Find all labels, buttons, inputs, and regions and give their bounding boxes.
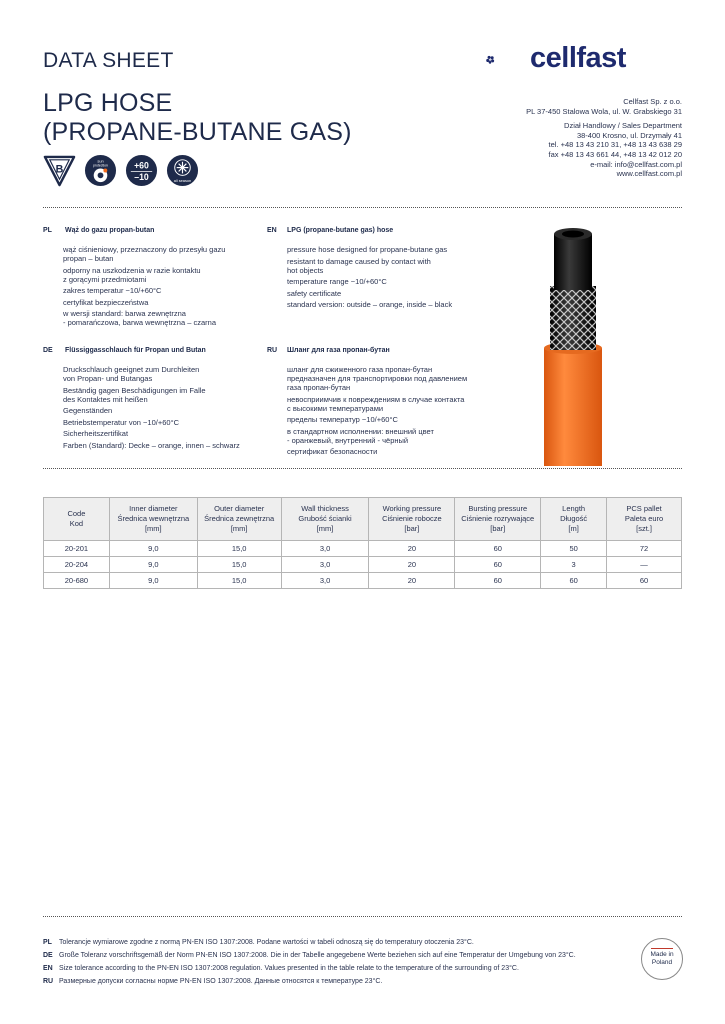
cell-pallet: 72 — [607, 541, 682, 557]
list-item: standard version: outside – orange, inside – black — [287, 300, 453, 309]
section-code-de: DE — [43, 347, 53, 354]
col-header-bursting-pressure: Bursting pressure Ciśnienie rozrywające [bar] — [455, 498, 541, 541]
list-item: certyfikat bezpieczeństwa — [63, 297, 149, 307]
all-season-icon — [166, 154, 199, 187]
list-item: невосприимчив к повреждениям в случае контакта с высокими температурами — [287, 394, 465, 413]
cell-wall-thickness: 3,0 — [281, 573, 369, 589]
hose-image — [540, 226, 606, 466]
table-row — [44, 573, 682, 589]
page-title — [43, 89, 352, 147]
company-address: PL 37-450 Stalowa Wola, ul. W. Grabskiego 31 — [526, 106, 682, 116]
sales-department: Dział Handlowy / Sales Department — [564, 121, 682, 131]
col-header-code: Code Kod — [44, 498, 110, 541]
company-email[interactable]: e-mail: info@cellfast.com.pl — [590, 159, 682, 169]
list-item: temperature range −10/+60°C — [287, 277, 387, 286]
cell-working-pressure: 20 — [369, 557, 455, 573]
table-header-row — [44, 498, 682, 541]
list-item: Sicherheitszertifikat — [63, 429, 129, 438]
col-header-length: Length Długość [m] — [541, 498, 607, 541]
sales-address: 38-400 Krosno, ul. Drzymały 41 — [576, 130, 682, 140]
divider-top — [43, 207, 682, 208]
poland-label: Poland — [651, 959, 673, 966]
made-in-label: Made in — [650, 951, 674, 958]
list-item: Farben (Standard): Decke – orange, innen – schwarz — [63, 440, 240, 450]
cell-length: 50 — [541, 541, 607, 557]
list-item: Beständig gagen Beschädigungen im Falle des Kontaktes mit heißen — [63, 385, 206, 404]
list-item: wąż ciśnieniowy, przeznaczony do przesyłu gazu propan – butan — [63, 245, 226, 263]
company-fax: fax +48 13 43 661 44, +48 13 42 012 20 — [548, 149, 682, 159]
footer-note-ru: RU Размерные допуски согласны норме PN-EN ISO 1307:2008. Данные относятся к температуре 23°C. — [43, 978, 383, 985]
cell-wall-thickness: 3,0 — [281, 557, 369, 573]
list-item: zakres temperatur −10/+60°C — [63, 286, 162, 295]
svg-text:–10: –10 — [134, 172, 149, 183]
list-item: w wersji standard: barwa zewnętrzna - pomarańczowa, barwa wewnętrzna – czarna — [63, 309, 216, 327]
title-line-2: (PROPANE-BUTANE GAS) — [43, 118, 352, 146]
svg-text:+60: +60 — [134, 160, 149, 171]
cell-inner-diameter: 9,0 — [109, 573, 197, 589]
title-line-1: LPG HOSE — [43, 89, 173, 117]
b-category-icon — [43, 154, 76, 187]
cell-outer-diameter: 15,0 — [197, 541, 281, 557]
col-header-working-pressure: Working pressure Ciśnienie robocze [bar] — [369, 498, 455, 541]
section-code-en: EN — [267, 227, 277, 234]
col-header-inner-diameter: Inner diameter Średnica wewnętrzna [mm] — [109, 498, 197, 541]
cell-bursting-pressure: 60 — [455, 541, 541, 557]
section-title-pl: Wąż do gazu propan-butan — [65, 227, 155, 234]
table-row — [44, 541, 682, 557]
cell-code: 20-680 — [44, 573, 110, 589]
svg-text:protection: protection — [93, 163, 108, 168]
section-title-ru: Шланг для газа пропан-бутан — [287, 347, 390, 354]
list-item: пределы температур −10/+60°C — [287, 415, 398, 424]
cell-pallet: — — [607, 557, 682, 573]
list-item: resistant to damage caused by contact with hot objects — [287, 256, 431, 275]
b-category-label: B — [55, 163, 64, 176]
cell-code: 20-201 — [44, 541, 110, 557]
list-item: pressure hose designed for propane-butane gas — [287, 245, 448, 254]
list-item: шланг для сжиженного газа пропан-бутан предназначен для транспортировки под давлением газа пропан-бутан — [287, 365, 468, 392]
list-item: в стандартном исполнении: внешний цвет - оранжевый, внутренний - чёрный — [287, 426, 434, 445]
section-code-pl: PL — [43, 227, 52, 234]
temperature-range-icon — [125, 154, 158, 187]
list-item: safety certificate — [287, 288, 342, 298]
section-list-pl — [63, 245, 258, 330]
made-in-poland-badge — [641, 938, 683, 980]
company-tel: tel. +48 13 43 210 31, +48 13 43 638 29 — [548, 140, 682, 150]
cell-inner-diameter: 9,0 — [109, 541, 197, 557]
footer-note-de: DE Große Toleranz vorschriftsgemäß der Norm PN-EN ISO 1307:2008. Die in der Tabelle angegebene Werte beziehen sich auf eine Temperatur der Umgebung von 23°C. — [43, 952, 576, 959]
cell-outer-diameter: 15,0 — [197, 557, 281, 573]
divider-mid — [43, 468, 682, 469]
list-item: Betriebstemperatur von −10/+60°C — [63, 417, 179, 427]
company-name: Cellfast Sp. z o.o. — [623, 97, 682, 106]
col-header-outer-diameter: Outer diameter Średnica zewnętrzna [mm] — [197, 498, 281, 541]
doc-type: DATA SHEET — [43, 49, 174, 72]
cell-outer-diameter: 15,0 — [197, 573, 281, 589]
footer-notes — [43, 936, 576, 988]
specs-table — [43, 497, 682, 589]
section-title-de: Flüssiggasschlauch für Propan und Butan — [65, 347, 206, 354]
list-item: сертификат безопасности — [287, 447, 378, 456]
list-item: Druckschlauch geeignet zum Durchleiten von Propan- und Butangas — [63, 365, 200, 383]
list-item: odporny na uszkodzenia w razie kontaktu z gorącymi przedmiotami — [63, 265, 201, 284]
svg-text:sun: sun — [97, 158, 104, 164]
list-item: Gegenständen — [63, 406, 113, 415]
cell-pallet: 60 — [607, 573, 682, 589]
logo-text: cellfast — [530, 42, 626, 74]
sun-protection-icon — [84, 154, 117, 187]
company-info — [526, 97, 682, 179]
section-code-ru: RU — [267, 347, 278, 354]
cell-wall-thickness: 3,0 — [281, 541, 369, 557]
section-list-en — [287, 245, 487, 312]
cell-length: 60 — [541, 573, 607, 589]
company-website[interactable]: www.cellfast.com.pl — [616, 169, 682, 179]
cell-bursting-pressure: 60 — [455, 573, 541, 589]
divider-bottom — [43, 916, 682, 917]
section-list-de — [63, 365, 263, 452]
flag-stripe — [651, 948, 673, 949]
cell-working-pressure: 20 — [369, 541, 455, 557]
table-row — [44, 557, 682, 573]
col-header-pallet: PCS pallet Paleta euro [szt.] — [607, 498, 682, 541]
cell-bursting-pressure: 60 — [455, 557, 541, 573]
footer-note-pl: PL Tolerancje wymiarowe zgodne z normą PN-EN ISO 1307:2008. Podane wartości w tabeli odnoszą się do temperatury otoczenia 23°C. — [43, 939, 474, 946]
section-list-ru — [287, 365, 497, 459]
cell-inner-diameter: 9,0 — [109, 557, 197, 573]
cell-code: 20-204 — [44, 557, 110, 573]
feature-icons — [43, 154, 199, 187]
col-header-wall-thickness: Wall thickness Grubość ścianki [mm] — [281, 498, 369, 541]
cellfast-logo-icon — [486, 40, 530, 80]
cell-working-pressure: 20 — [369, 573, 455, 589]
cell-length: 3 — [541, 557, 607, 573]
footer-note-en: EN Size tolerance according to the PN-EN ISO 1307:2008 regulation. Values presented in the table relate to the temperature of the surrounding of 23°C. — [43, 965, 519, 972]
section-title-en: LPG (propane-butane gas) hose — [287, 227, 394, 234]
all-season-label: all season — [173, 178, 192, 184]
